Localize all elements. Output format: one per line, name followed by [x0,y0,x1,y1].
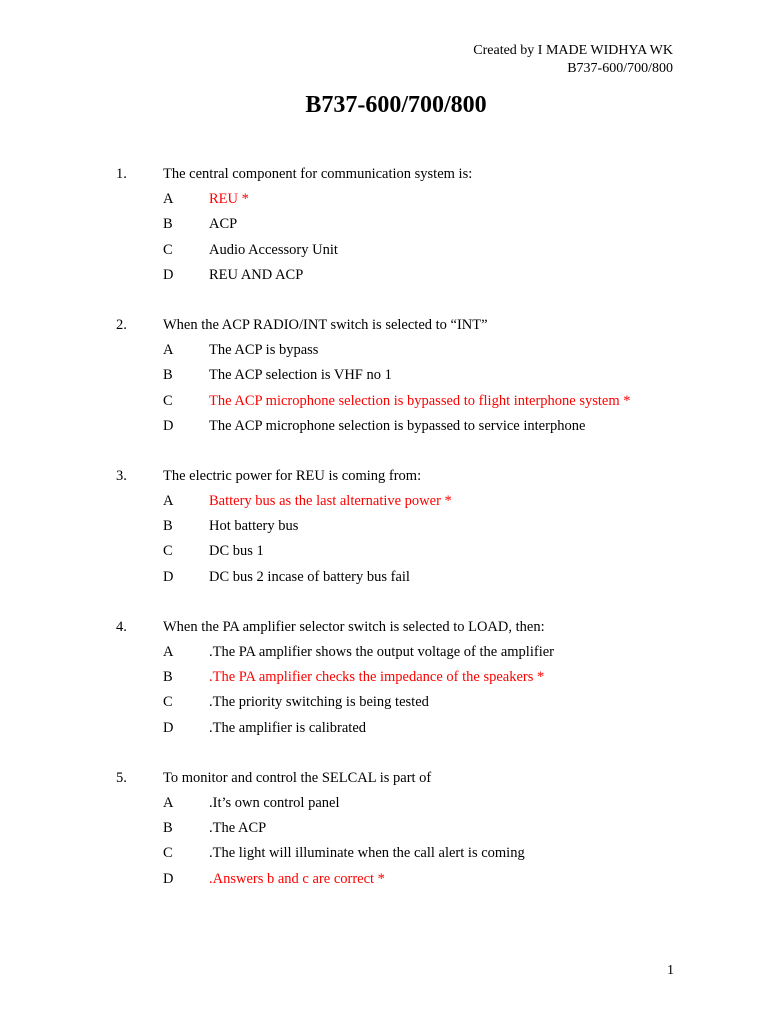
option-letter: C [163,543,173,560]
aircraft-line: B737-600/700/800 [567,61,673,76]
option-letter: A [163,493,174,510]
answer-option [0,340,768,365]
question-number: 2. [116,316,127,333]
option-letter: A [163,191,174,208]
option-letter: B [163,820,173,837]
option-letter: C [163,845,173,862]
option-text: .It’s own control panel [209,794,340,811]
question-text: When the ACP RADIO/INT switch is selected to “INT” [163,316,488,333]
option-text: Hot battery bus [209,518,299,535]
option-letter: C [163,694,173,711]
option-letter: B [163,367,173,384]
answer-option [0,642,768,667]
option-letter: D [163,266,174,283]
option-letter: B [163,518,173,535]
option-letter: D [163,870,174,887]
option-text: The ACP is bypass [209,342,319,359]
question-block [0,617,768,743]
option-text: DC bus 1 [209,543,264,560]
question-number: 1. [116,166,127,182]
answer-option [0,567,768,592]
option-letter: A [163,644,174,660]
answer-option [0,240,768,265]
question-number: 3. [116,467,127,484]
option-text: .The amplifier is calibrated [209,719,367,736]
question-text: To monitor and control the SELCAL is part of [163,769,432,786]
option-text: The ACP microphone selection is bypassed to flight interphone system * [209,392,631,409]
question-text: The central component for communication system is: [163,166,473,182]
option-text: .The PA amplifier shows the output voltage of the amplifier [209,644,554,660]
answer-option [0,516,768,541]
option-text: .The PA amplifier checks the impedance of the speakers * [209,669,545,686]
option-letter: D [163,568,174,585]
answer-option-correct [0,491,768,516]
question-row [0,164,768,189]
option-letter: D [163,719,174,736]
answer-option [0,793,768,818]
question-list [0,164,768,919]
answer-option-correct [0,391,768,416]
answer-option-correct [0,869,768,894]
option-letter: B [163,216,173,233]
answer-option-correct [0,667,768,692]
question-block [0,466,768,592]
question-row [0,617,768,642]
page-number: 1 [667,963,674,978]
question-block [0,768,768,894]
question-block [0,164,768,290]
option-text: Audio Accessory Unit [209,241,338,258]
option-letter: C [163,392,173,409]
option-letter: A [163,342,174,359]
option-text: DC bus 2 incase of battery bus fail [209,568,410,585]
option-letter: D [163,417,174,434]
question-number: 4. [116,618,127,635]
option-letter: C [163,241,173,258]
answer-option [0,692,768,717]
option-text: .The priority switching is being tested [209,694,429,711]
option-text: Battery bus as the last alternative power * [209,493,452,510]
option-text: .The light will illuminate when the call alert is coming [209,845,525,862]
question-text: The electric power for REU is coming from: [163,467,422,484]
author-line: Created by I MADE WIDHYA WK [473,43,673,58]
question-row [0,768,768,793]
question-row [0,466,768,491]
answer-option [0,818,768,843]
page-title: B737-600/700/800 [305,92,487,118]
answer-option [0,365,768,390]
answer-option [0,718,768,743]
option-text: The ACP selection is VHF no 1 [209,367,392,384]
question-row [0,315,768,340]
document-header [473,42,673,78]
answer-option [0,416,768,441]
option-letter: B [163,669,173,686]
answer-option-correct [0,189,768,214]
option-text: REU AND ACP [209,266,304,283]
question-number: 5. [116,769,127,786]
answer-option [0,214,768,239]
question-text: When the PA amplifier selector switch is selected to LOAD, then: [163,618,545,635]
option-text: .Answers b and c are correct * [209,870,385,887]
answer-option [0,265,768,290]
option-text: REU * [209,191,249,208]
option-text: The ACP microphone selection is bypassed to service interphone [209,417,586,434]
question-block [0,315,768,441]
option-letter: A [163,794,174,811]
answer-option [0,541,768,566]
option-text: ACP [209,216,238,233]
answer-option [0,843,768,868]
option-text: .The ACP [209,820,267,837]
